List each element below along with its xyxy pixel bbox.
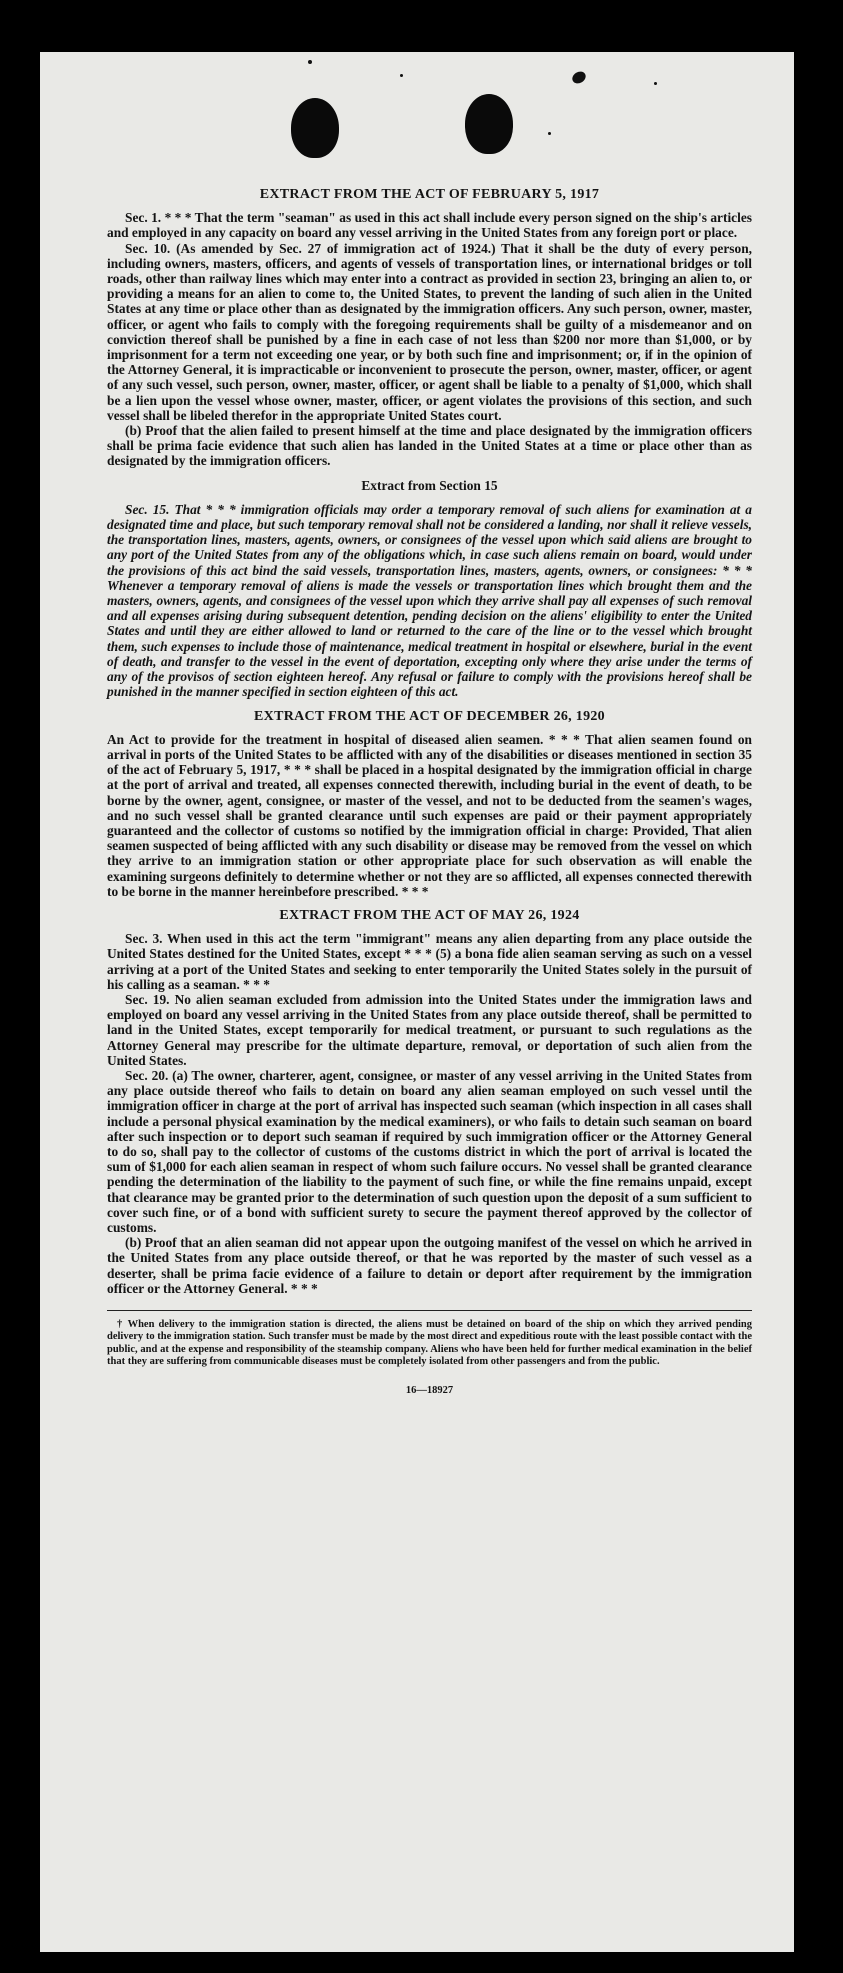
heading-act-1924: EXTRACT FROM THE ACT OF MAY 26, 1924	[279, 907, 580, 923]
ink-speck	[308, 60, 312, 64]
act-1920-paragraph: An Act to provide for the treatment in hospital of diseased alien seamen. * * * That alien seamen found on arrival in ports of the United States to be afflicted with any of the disabilities or diseases mentioned in section 35 of the act of February 5, 1917, * * * shall be placed in a hospital designated by the immigration official in charge at the port of arrival and treated, all expenses connected therewith, including burial in the event of death, to be borne by the owner, agent, consignee, or master of the vessel, and not to be deducted from the seamen's wages, and no such vessel shall be granted clearance until such expenses are paid or their payment appropriately guaranteed and the collector of customs so notified by the immigration official in charge: Provided, That alien seamen suspected of being afflicted with any such disability or disease may be removed from the vessel on which they arrive to an immigration station or other appropriate place for such observation as will enable the examining surgeons definitely to determine whether or not they are so afflicted, all expenses connected therewith to be borne in the manner hereinbefore prescribed. * * *	[107, 731, 752, 899]
document-sheet	[40, 52, 794, 1952]
ink-speck	[548, 132, 551, 135]
section-19-paragraph: Sec. 19. No alien seaman excluded from admission into the United States under the immigration laws and employed on board any vessel arriving in the United States from any place outside thereof, shall be permitted to land in the United States, except temporarily for medical treatment, or pursuant to such regulations as the Attorney General may prescribe for the ultimate departure, removal, or deportation of such alien from the United States.	[107, 991, 752, 1068]
section-10-paragraph: Sec. 10. (As amended by Sec. 27 of immigration act of 1924.) That it shall be the duty of every person, including owners, masters, officers, and agents of vessels of transportation lines, or international bridges or toll roads, other than railway lines which may enter into a contract as provided in section 23, bringing an alien to, or providing a means for an alien to come to, the United States, to prevent the landing of such alien in the United States at any time or place other than as designated by the immigration officers. Any such person, owner, master, officer, or agent who fails to comply with the foregoing requirements shall be guilty of a misdemeanor and on conviction thereof shall be punished by a fine in each case of not less than $200 nor more than $1,000, or by imprisonment for a term not exceeding one year, or by both such fine and imprisonment; or, if in the opinion of the Attorney General, it is impracticable or inconvenient to prosecute the person, owner, master, officer, or agent of any such vessel, such person, owner, master, officer, or agent shall be liable to a penalty of $1,000, which shall be a lien upon the vessel whose owner, master, officer, or agent violates the provisions of this section, and such vessel shall be libeled therefor in the appropriate United States court.	[107, 240, 752, 423]
section-10b-paragraph: (b) Proof that the alien failed to present himself at the time and place designated by the immigration officers shall be prima facie evidence that such alien has landed in the United States at a time or place other than as designated by the immigration officers.	[107, 423, 752, 469]
footnote-divider	[107, 1310, 752, 1311]
footnote: † When delivery to the immigration station is directed, the aliens must be detained on board of the ship on which they arrived pending delivery to the immigration station. Such transfer must be made by the most direct and expeditious route with the least possible contact with the public, and at the expense and responsibility of the steamship company. Aliens who have been held for further medical examination in the belief that they are suffering from communicable diseases must be completely isolated from other passengers and from the public.	[107, 1319, 752, 1368]
heading-act-1920: EXTRACT FROM THE ACT OF DECEMBER 26, 1920	[254, 708, 605, 724]
heading-act-1917: EXTRACT FROM THE ACT OF FEBRUARY 5, 1917	[259, 187, 600, 202]
section-20a-paragraph: Sec. 20. (a) The owner, charterer, agent, consignee, or master of any vessel arriving in the United States from any place outside thereof who fails to detain on board any alien seaman employed on such vessel until the immigration officer in charge at the port of arrival has inspected such seaman (which inspection in all cases shall include a personal physical examination by the medical examiners), or who fails to detain such seaman on board after such inspection or to deport such seaman if required by such immigration officer or the Attorney General to do so, shall pay to the collector of customs of the customs district in which the port of arrival is located the sum of $1,000 for each alien seaman in respect of whom such failure occurs. No vessel shall be granted clearance pending the determination of the liability to the payment of such fine, or while the fine remains unpaid, except that clearance may be granted prior to the determination of such question upon the deposit of a sum sufficient to cover such fine, or of a bond with sufficient surety to secure the payment thereof approved by the collector of customs.	[107, 1067, 752, 1235]
form-code: 16—18927	[405, 1384, 454, 1396]
ink-speck	[654, 82, 657, 85]
ink-speck	[570, 69, 588, 86]
document-content	[107, 187, 752, 1398]
punch-hole-right	[465, 94, 513, 154]
punch-hole-left	[291, 98, 339, 158]
section-1-paragraph: Sec. 1. * * * That the term "seaman" as used in this act shall include every person signed on the ship's articles and employed in any capacity on board any vessel arriving in the United States from any foreign port or place.	[107, 210, 752, 241]
section-15-paragraph: Sec. 15. That * * * immigration officials may order a temporary removal of such aliens for examination at a designated time and place, but such temporary removal shall not be considered a landing, nor shall it relieve vessels, the transportation lines, masters, agents, owners, or consignees of the vessel upon which said aliens are brought to any port of the United States from any of the obligations which, in case such aliens remain on board, would under the provisions of this act bind the said vessels, transportation lines, masters, agents, owners, or consignees: * * * Whenever a temporary removal of aliens is made the vessels or transportation lines which brought them and the masters, owners, agents, and consignees of the vessel upon which they arrive shall pay all expenses of such removal and all expenses arising during subsequent detention, pending decision on the aliens' eligibility to enter the United States and until they are either allowed to land or returned to the care of the line or to the vessel which brought them, such expenses to include those of maintenance, medical treatment in hospital or elsewhere, burial in the event of death, and transfer to the vessel in the event of deportation, excepting only where they arise under the terms of any of the provisos of section eighteen hereof. Any refusal or failure to comply with the provisions hereof shall be punished in the manner specified in section eighteen of this act.	[107, 501, 752, 700]
ink-speck	[400, 74, 403, 77]
section-3-paragraph: Sec. 3. When used in this act the term "immigrant" means any alien departing from any place outside the United States destined for the United States, except * * * (5) a bona fide alien seaman serving as such on a vessel arriving at a port of the United States and seeking to enter temporarily the United States solely in the pursuit of his calling as a seaman. * * *	[107, 931, 752, 992]
section-20b-paragraph: (b) Proof that an alien seaman did not appear upon the outgoing manifest of the vessel on which he arrived in the United States from any place outside thereof, or that he was reported by the master of such vessel as a deserter, shall be prima facie evidence of a failure to detain or deport after requirement by the immigration officer or the Attorney General. * * *	[107, 1235, 752, 1296]
heading-section-15: Extract from Section 15	[361, 477, 498, 493]
